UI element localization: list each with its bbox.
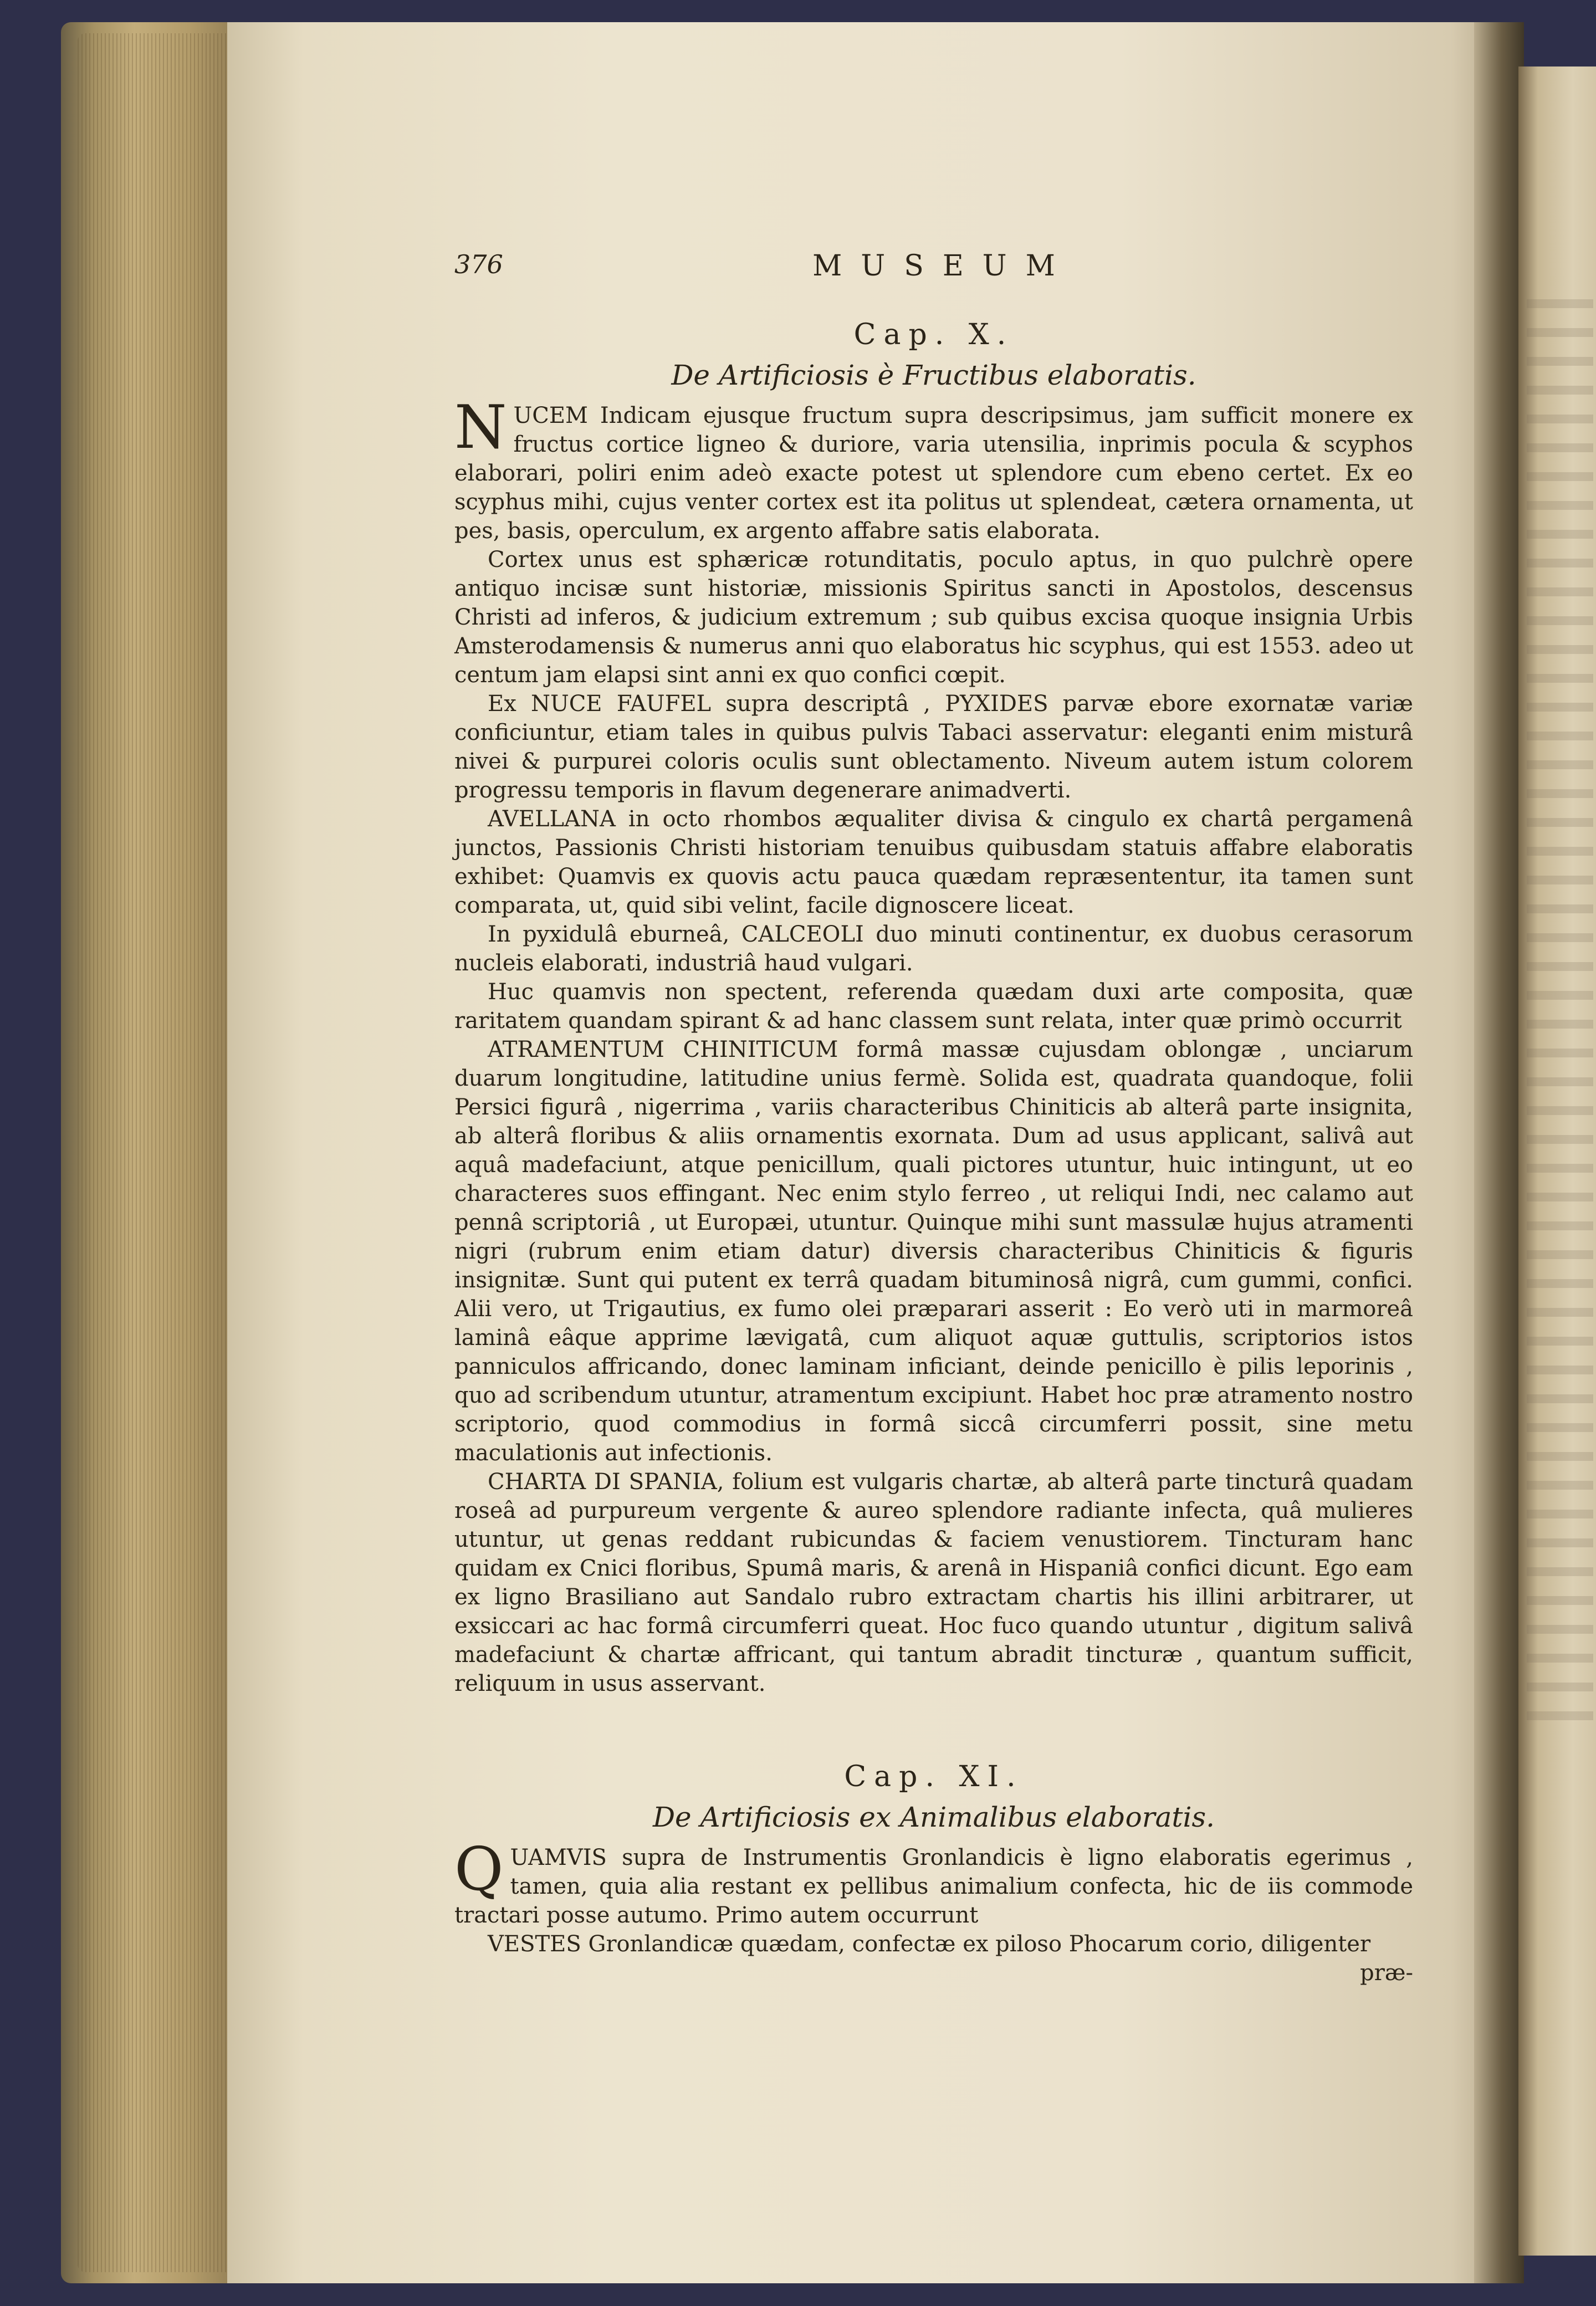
chapter-x-paragraph-1 (454, 393, 1413, 545)
chapter-x-heading: Cap. X. (853, 318, 1014, 351)
paragraph-text: UCEM Indicam ejusque fructum supra descripsimus, jam sufficit monere ex fructus cortice ligneo & duriore, varia utensilia, inprimis pocula & scyphos elaborari, poliri enim adeò exacte potest ut splendore cum ebeno certet. Ex eo scyphus mihi, cujus venter cortex est ita politus ut splendeat, cætera ornamenta, ut pes, basis, operculum, ex argento affabre satis elaborata. (454, 403, 1413, 544)
chapter-spacer (454, 1698, 1413, 1730)
book-gutter (1474, 22, 1524, 2283)
chapter-x-paragraph-6: Huc quamvis non spectent, referenda quædam duxi arte composita, quæ raritatem quandam spirant & ad hanc classem sunt relata, inter quæ primò occurrit (454, 979, 1413, 1034)
page-edge-texture (78, 33, 238, 2272)
chapter-xi-heading: Cap. XI. (844, 1760, 1024, 1793)
chapter-x-paragraph-5: In pyxidulâ eburneâ, CALCEOLI duo minuti continentur, ex duobus cerasorum nucleis elaborati, industriâ haud vulgari. (454, 922, 1413, 976)
chapter-xi-paragraph-1 (454, 1835, 1413, 1930)
chapter-x-paragraph-8: CHARTA DI SPANIA, folium est vulgaris chartæ, ab alterâ parte tincturâ quadam roseâ ad purpureum vergente & aureo splendore radiante infecta, quâ mulieres utuntur, ut genas reddant rubicundas & faciem venustiorem. Tincturam hanc quidam ex Cnici floribus, Spumâ maris, & arenâ in Hispaniâ confici dicunt. Ego eam ex ligno Brasiliano aut Sandalo rubro extractam chartis his illini arbitrarer, ut exsiccari ac hac formâ circumferri queat. Hoc fuco quando utuntur , digitum salivâ madefaciunt & chartæ affricant, qui tantum abradit tincturæ , quantum sufficit, reliquum in usus asservant. (454, 1469, 1413, 1696)
drop-cap-n: N (454, 393, 507, 462)
chapter-x-paragraph-4: AVELLANA in octo rhombos æqualiter divisa & cingulo ex chartâ pergamenâ junctos, Passionis Christi historiam tenuibus quibusdam statuis affabre elaboratis exhibet: Quamvis ex quovis actu pauca quædam repræsententur, ita tamen sunt comparata, ut, quid sibi velint, facile dignoscere liceat. (454, 806, 1413, 918)
facing-page-bleed-text (1527, 299, 1593, 1740)
paragraph-text: UAMVIS supra de Instrumentis Gronlandicis è ligno elaboratis egerimus , tamen, quia alia restant ex pellibus animalium confecta, hic de iis commode tractari posse autumo. Primo autem occurrunt (454, 1845, 1413, 1928)
chapter-xi-title: De Artificiosis ex Animalibus elaboratis. (652, 1801, 1215, 1833)
chapter-x-paragraph-3: Ex NUCE FAUFEL supra descriptâ , PYXIDES parvæ ebore exornatæ variæ conficiuntur, etiam tales in quibus pulvis Tabaci asservatur: eleganti enim misturâ nivei & purpurei coloris oculis sunt oblectamento. Niveum autem istum colorem progressu temporis in flavum degenerare animadverti. (454, 691, 1413, 803)
chapter-xi-paragraph-2: VESTES Gronlandicæ quædam, confectæ ex piloso Phocarum corio, diligenter (488, 1931, 1371, 1957)
chapter-x-title: De Artificiosis è Fructibus elaboratis. (671, 359, 1196, 391)
running-title: MUSEUM (812, 249, 1074, 283)
chapter-x-paragraph-2: Cortex unus est sphæricæ rotunditatis, poculo aptus, in quo pulchrè opere antiquo incisæ sunt historiæ, missionis Spiritus sancti in Apostolos, descensus Christi ad inferos, & judicium extremum ; sub quibus excisa quoque insignia Urbis Amsterodamensis & numerus anni quo elaboratus hic scyphus, qui est 1553. adeo ut centum jam elapsi sint anni ex quo confici cœpit. (454, 547, 1413, 688)
drop-cap-q: Q (454, 1835, 504, 1904)
running-head (454, 249, 1413, 288)
text-block (454, 249, 1413, 1987)
chapter-x-paragraph-7: ATRAMENTUM CHINITICUM formâ massæ cujusdam oblongæ , unciarum duarum longitudine, latitudine unius fermè. Solida est, quadrata quandoque, folii Persici figurâ , nigerrima , variis characteribus Chiniticis ab alterâ parte insignita, ab alterâ floribus & aliis ornamentis exornata. Dum ad usus applicant, salivâ aut aquâ madefaciunt, atque penicillum, quali pictores utuntur, huic intingunt, ut eo characteres suos effingant. Nec enim stylo ferreo , ut reliqui Indi, nec calamo aut pennâ scriptoriâ , ut Europæi, utuntur. Quinque mihi sunt massulæ hujus atramenti nigri (rubrum enim etiam datur) diversis characteribus Chiniticis & figuris insignitæ. Sunt qui putent ex terrâ quadam bituminosâ nigrâ, cum gummi, confici. Alii vero, ut Trigautius, ex fumo olei præparari asserit : Eo verò uti in marmoreâ laminâ eâque apprime lævigatâ, cum aliquot aquæ guttulis, scriptorios istos panniculos affricando, donec laminam inficiant, deinde penicillo è pilis leporinis , quo ad scribendum utuntur, atramentum excipiunt. Habet hoc præ atramento nostro scriptorio, quod commodius in formâ siccâ circumferri possit, sine metu maculationis aut infectionis. (454, 1037, 1413, 1466)
catchword: præ- (1360, 1960, 1413, 1986)
page-number: 376 (454, 249, 503, 279)
